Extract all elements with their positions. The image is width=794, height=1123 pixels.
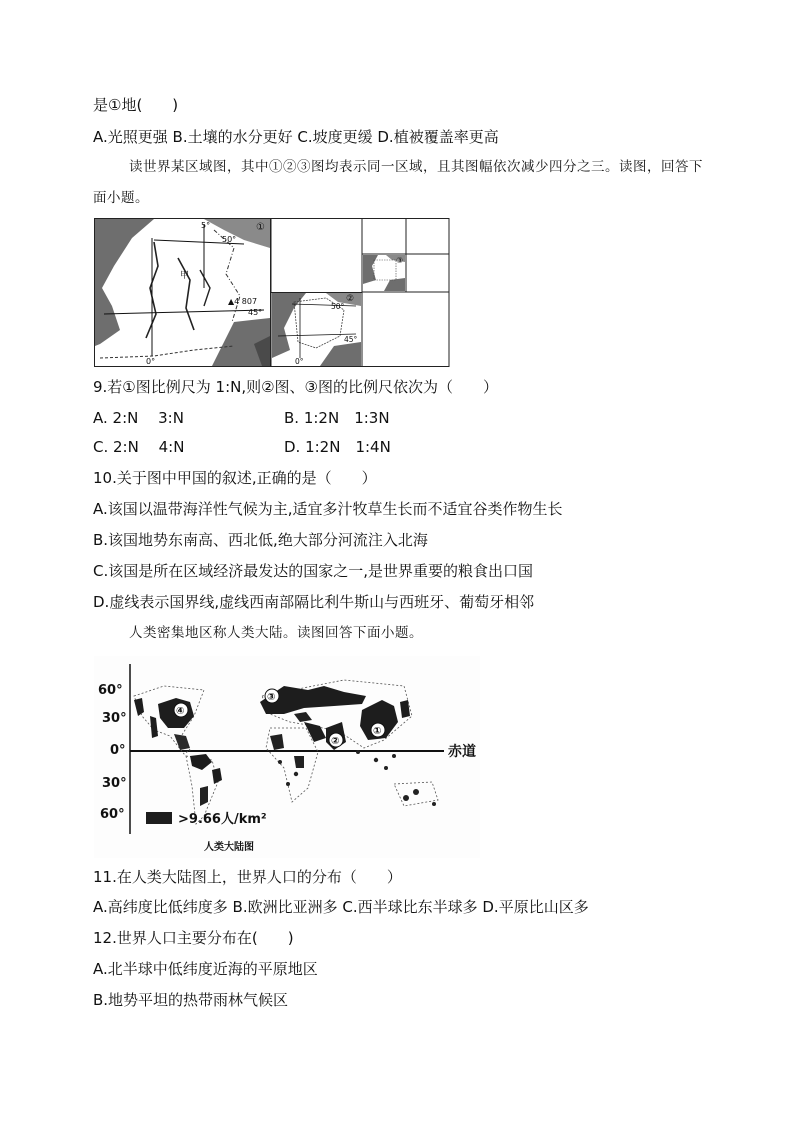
q9-option-c: C. 2:N 4:N xyxy=(93,438,185,456)
q10-option-b: B.该国地势东南高、西北低,绝大部分河流注入北海 xyxy=(93,531,428,549)
intro-map-question: 读世界某区域图，其中①②③图均表示同一区域，且其图幅依次减少四分之三。读图，回答下面小题。 xyxy=(93,159,703,206)
map-caption: 人类大陆图 xyxy=(204,842,254,853)
lon-5-label: 5° xyxy=(201,221,211,230)
q11-options: A.高纬度比低纬度多 B.欧洲比亚洲多 C.西半球比东半球多 D.平原比山区多 xyxy=(93,898,589,916)
country-jia-label: 甲 xyxy=(180,271,190,281)
q8-options: A.光照更强 B.土壤的水分更好 C.坡度更缓 D.植被覆盖率更高 xyxy=(93,128,499,146)
map-1-marker: ① xyxy=(256,222,265,233)
region-map-svg xyxy=(94,218,450,368)
lat-30n-label: 30° xyxy=(102,711,127,726)
small-lat-45-label: 45° xyxy=(344,335,358,344)
q12-option-b: B.地势平坦的热带雨林气候区 xyxy=(93,991,289,1009)
marker-3: ③ xyxy=(267,692,276,703)
lat-0-label: 0° xyxy=(110,743,126,758)
marker-1: ① xyxy=(373,726,382,737)
q10-option-a: A.该国以温带海洋性气候为主,适宜多汁牧草生长而不适宜谷类作物生长 xyxy=(93,500,563,518)
q12-option-a: A.北半球中低纬度近海的平原地区 xyxy=(93,960,318,978)
europe-region-map xyxy=(94,218,450,372)
q10-stem: 10.关于图中甲国的叙述,正确的是（ ） xyxy=(93,469,377,487)
peak-elevation-label: ▲4 807 xyxy=(228,297,258,306)
equator-label: 赤道 xyxy=(448,744,476,760)
map-2-marker: ② xyxy=(346,294,355,304)
q10-option-c: C.该国是所在区域经济最发达的国家之一,是世界重要的粮食出口国 xyxy=(93,562,534,580)
map-3-marker: ③ xyxy=(396,256,404,265)
q9-option-a: A. 2:N 3:N xyxy=(93,409,184,427)
lat-60s-label: 60° xyxy=(100,807,125,822)
q10-option-d: D.虚线表示国界线,虚线西南部隔比利牛斯山与西班牙、葡萄牙相邻 xyxy=(93,593,535,611)
marker-4: ④ xyxy=(176,706,185,717)
human-continent-map xyxy=(94,656,480,862)
lat-30s-label: 30° xyxy=(102,776,127,791)
lat-50-label: 50° xyxy=(222,235,237,244)
legend-swatch xyxy=(146,812,172,824)
marker-2: ② xyxy=(331,736,340,747)
small-lon-0-label: 0° xyxy=(295,357,304,366)
lat-60n-label: 60° xyxy=(98,683,123,698)
question-stem-tail: 是①地( ) xyxy=(93,96,179,114)
legend-label: >9.66人/km² xyxy=(178,812,267,827)
small-lat-50-label: 50° xyxy=(331,302,345,311)
q9-option-b: B. 1:2N 1:3N xyxy=(284,409,390,427)
q12-stem: 12.世界人口主要分布在( ) xyxy=(93,929,294,947)
q9-option-d: D. 1:2N 1:4N xyxy=(284,438,391,456)
q11-stem: 11.在人类大陆图上，世界人口的分布（ ） xyxy=(93,868,402,886)
intro-human-continent: 人类密集地区称人类大陆。读图回答下面小题。 xyxy=(129,625,423,641)
q9-stem: 9.若①图比例尺为 1:N,则②图、③图的比例尺依次为（ ） xyxy=(93,378,499,396)
lat-45-label: 45° xyxy=(248,308,263,317)
lon-0-label: 0° xyxy=(146,357,156,366)
human-continent-map-svg xyxy=(94,656,480,858)
